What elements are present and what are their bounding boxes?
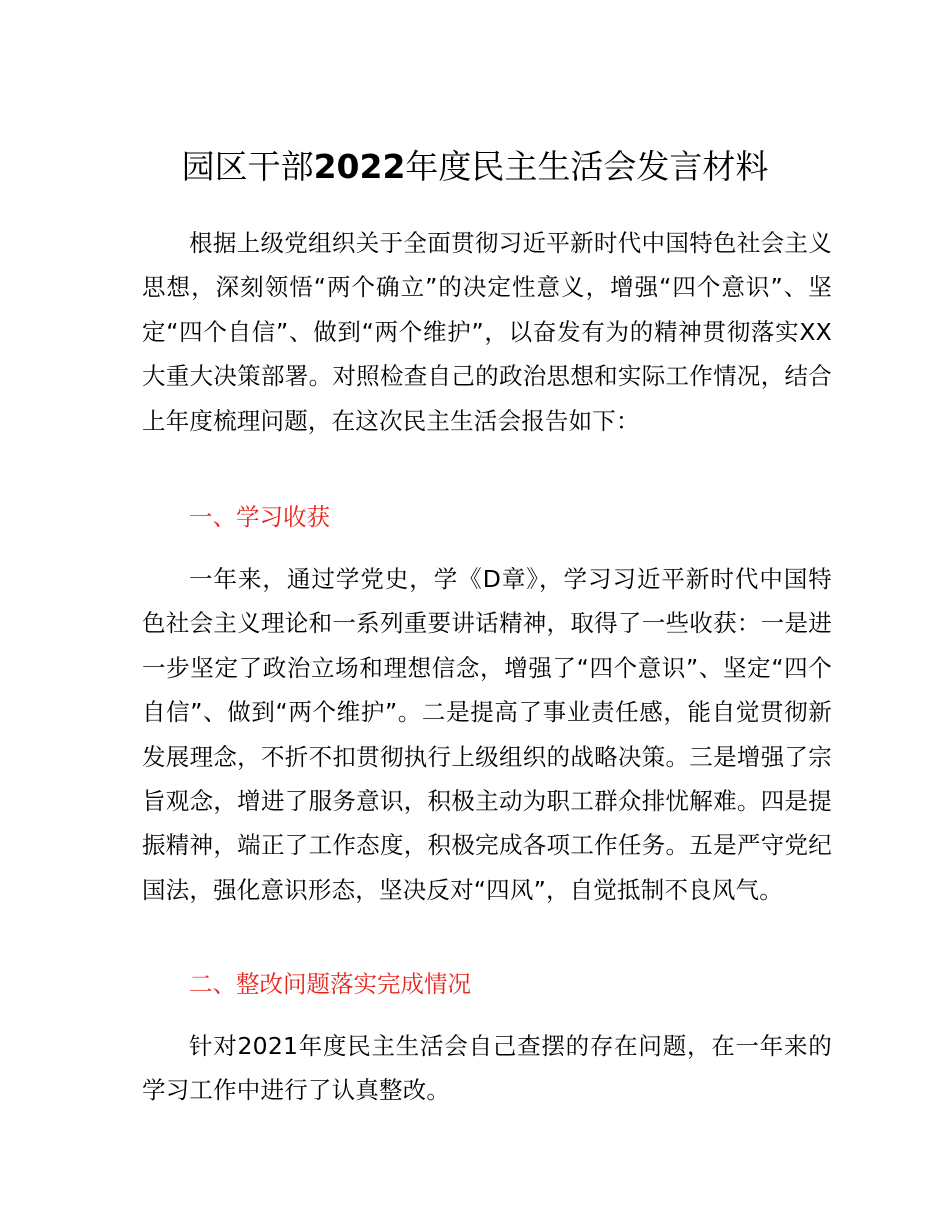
rectification-paragraph: 针对2021年度民主生活会自己查摆的存在问题，在一年来的学习工作中进行了认真整改。: [142, 1032, 832, 1105]
section-heading-rectification: 二、整改问题落实完成情况: [189, 970, 471, 998]
learning-paragraph: 一年来，通过学党史，学《D章》，学习习近平新时代中国特色社会主义理论和一系列重要讲话精神，取得了一些收获：一是进一步坚定了政治立场和理想信念，增强了“四个意识”、坚定“四个自信”、做到“两个维护”。二是提高了事业责任感，能自觉贯彻新发展理念，不折不扣贯彻执行上级组织的战略决策。三是增强了宗旨观念，增进了服务意识，积极主动为职工群众排忧解难。四是提振精神，端正了工作态度，积极完成各项工作任务。五是严守党纪国法，强化意识形态，坚决反对“四风”，自觉抵制不良风气。: [142, 565, 832, 904]
title-suffix: 年度民主生活会发言材料: [405, 147, 769, 186]
title-prefix: 园区干部: [181, 147, 314, 186]
section-heading-learning: 一、学习收获: [189, 503, 330, 531]
title-year: 2022: [313, 147, 406, 186]
intro-paragraph: 根据上级党组织关于全面贯彻习近平新时代中国特色社会主义思想，深刻领悟“两个确立”的决定性意义，增强“四个意识”、坚定“四个自信”、做到“两个维护”，以奋发有为的精神贯彻落实XX大重大决策部署。对照检查自己的政治思想和实际工作情况，结合上年度梳理问题，在这次民主生活会报告如下：: [142, 229, 832, 435]
document-title: [0, 140, 950, 194]
